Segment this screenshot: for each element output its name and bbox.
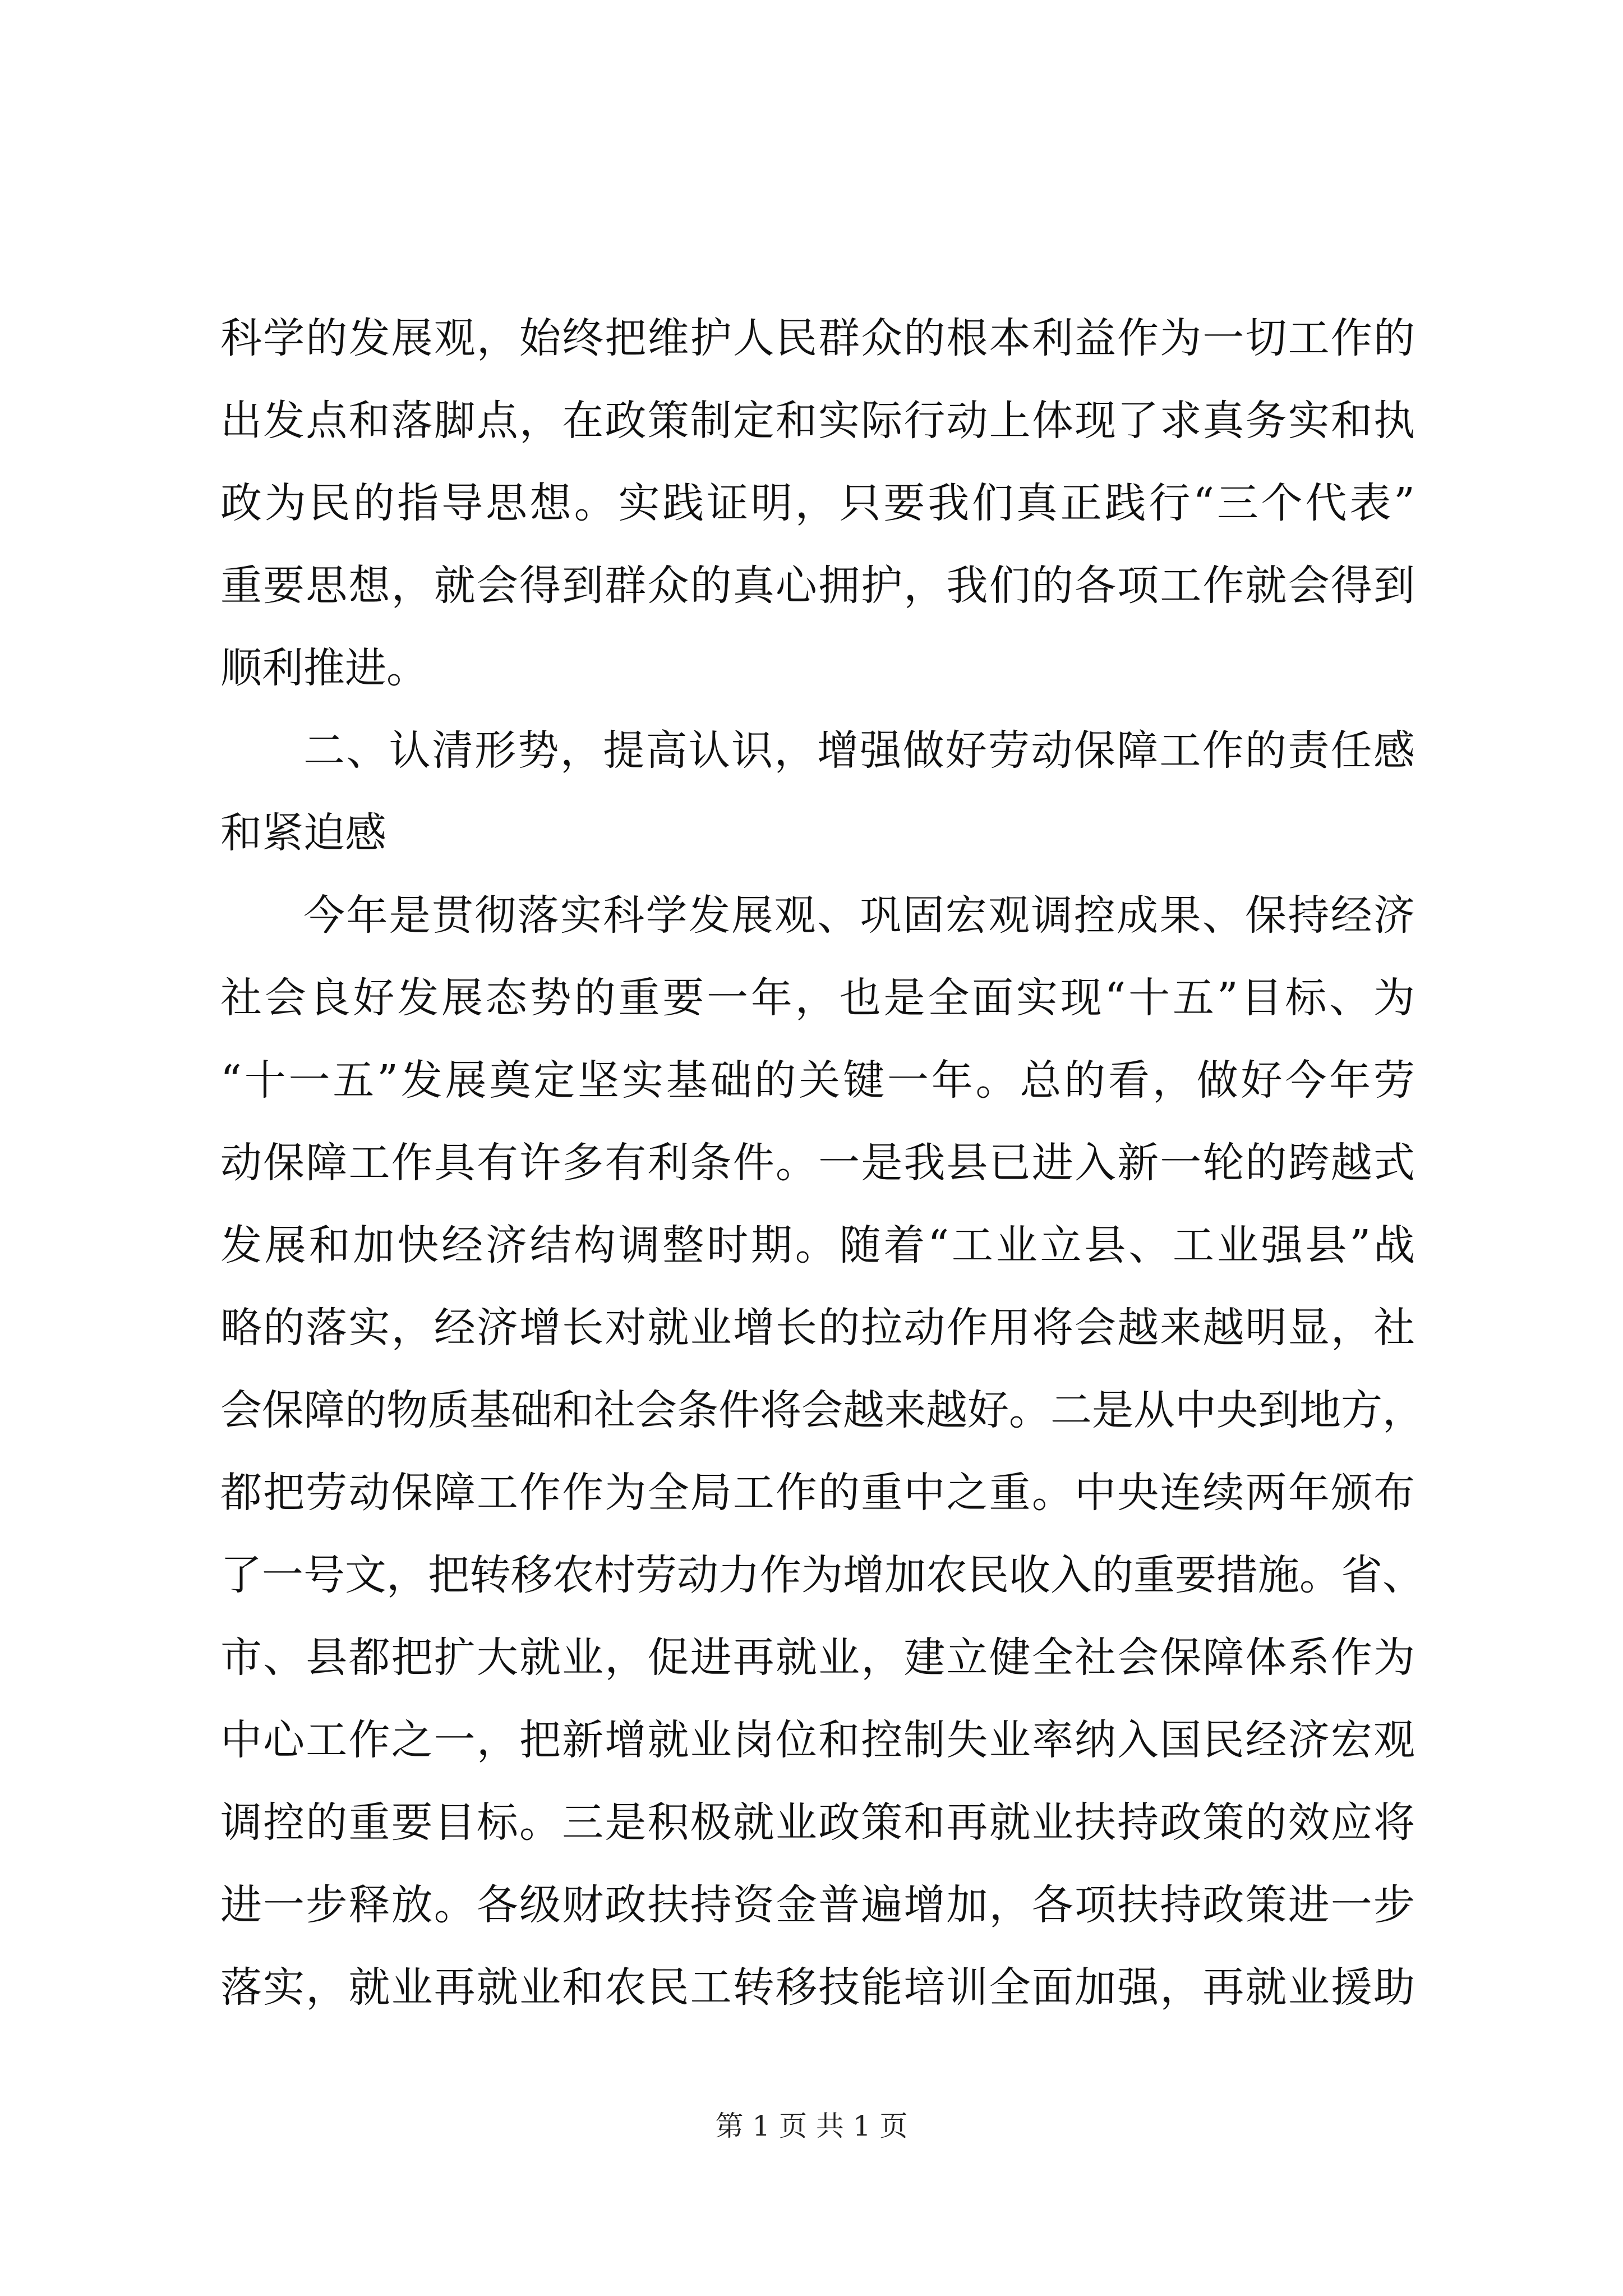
text-line: 市、县都把扩大就业，促进再就业，建立健全社会保障体系作为 (220, 1634, 1415, 1682)
text-line: 会保障的物质基础和社会条件将会越来越好。二是从中央到地方， (220, 1386, 1424, 1434)
text-line: 社会良好发展态势的重要一年，也是全面实现“十五”目标、为 (220, 974, 1415, 1022)
text-line: 政为民的指导思想。实践证明，只要我们真正践行“三个代表” (220, 479, 1415, 527)
text-line: “十一五”发展奠定坚实基础的关键一年。总的看，做好今年劳 (220, 1056, 1415, 1105)
section-heading-line: 和紧迫感 (220, 809, 386, 857)
body-text (220, 297, 1424, 2029)
text-line: 了一号文，把转移农村劳动力作为增加农民收入的重要措施。省、 (220, 1551, 1424, 1599)
text-line: 进一步释放。各级财政扶持资金普遍增加，各项扶持政策进一步 (220, 1881, 1415, 1929)
text-line: 略的落实，经济增长对就业增长的拉动作用将会越来越明显，社 (220, 1304, 1415, 1352)
text-line: 发展和加快经济结构调整时期。随着“工业立县、工业强县”战 (220, 1221, 1415, 1269)
section-heading-line: 二、认清形势，提高认识，增强做好劳动保障工作的责任感 (303, 726, 1415, 775)
text-line: 落实，就业再就业和农民工转移技能培训全面加强，再就业援助 (220, 1963, 1415, 2012)
text-line: 调控的重要目标。三是积极就业政策和再就业扶持政策的效应将 (220, 1798, 1415, 1847)
text-line: 动保障工作具有许多有利条件。一是我县已进入新一轮的跨越式 (220, 1139, 1415, 1187)
text-line: 今年是贯彻落实科学发展观、巩固宏观调控成果、保持经济 (303, 891, 1415, 940)
text-line: 都把劳动保障工作作为全局工作的重中之重。中央连续两年颁布 (220, 1469, 1415, 1517)
text-line: 重要思想，就会得到群众的真心拥护，我们的各项工作就会得到 (220, 562, 1415, 610)
text-line: 科学的发展观，始终把维护人民群众的根本利益作为一切工作的 (220, 314, 1415, 362)
text-line: 出发点和落脚点，在政策制定和实际行动上体现了求真务实和执 (220, 397, 1415, 445)
text-line: 中心工作之一，把新增就业岗位和控制失业率纳入国民经济宏观 (220, 1716, 1415, 1764)
page-footer: 第 1 页 共 1 页 (715, 2110, 908, 2142)
text-line: 顺利推进。 (220, 644, 428, 692)
